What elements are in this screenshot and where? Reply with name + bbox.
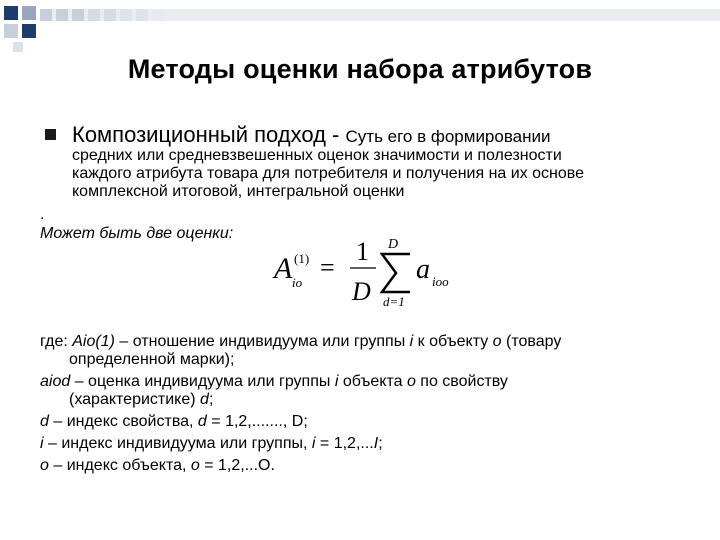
slide-title: Методы оценки набора атрибутов xyxy=(127,54,593,84)
deco-square xyxy=(4,6,18,20)
bullet-heading xyxy=(72,122,551,148)
variable-definitions xyxy=(40,333,561,475)
dot-line: . xyxy=(40,206,45,223)
formula-term-symbol: a xyxy=(416,254,430,285)
definition-line: o – индекс объекта, o = 1,2,...О. xyxy=(40,457,275,474)
bullet-lead: Суть его в формировании xyxy=(345,127,551,146)
formula-lhs-sup: (1) xyxy=(294,251,310,266)
definition-line: где: Aio(1) – отношение индивидуума или группы i к объекту o (товару xyxy=(40,333,562,350)
definition-line: i – индекс индивидуума или группы, i = 1,2,...I; xyxy=(40,435,383,452)
bullet-line: каждого атрибута товара для потребителя и получения на их основе xyxy=(72,165,584,182)
formula-lhs-symbol: A xyxy=(274,252,293,285)
bullet-line: средних или средневзвешенных оценок значимости и полезности xyxy=(72,147,562,164)
definition-line: aiod – оценка индивидуума или группы i объекта o по свойству xyxy=(40,373,508,390)
definition-line: d – индекс свойства, d = 1,2,......., D; xyxy=(40,413,308,430)
definition-line: (характеристике) d; xyxy=(69,391,214,408)
bullet-heading-text: Композиционный подход - xyxy=(72,122,346,147)
formula-denominator: D xyxy=(352,277,371,306)
sigma-icon xyxy=(382,254,410,292)
formula-equals: = xyxy=(320,253,335,282)
bullet-line: комплексной итоговой, интегральной оценки xyxy=(72,183,405,200)
deco-square xyxy=(4,24,18,38)
deco-strip xyxy=(40,9,720,21)
deco-square xyxy=(13,42,23,52)
bullet-body xyxy=(72,147,584,201)
formula-numerator: 1 xyxy=(356,237,369,266)
deco-square xyxy=(22,6,36,20)
sum-lower-limit: d=1 xyxy=(383,294,405,309)
formula xyxy=(270,230,480,310)
formula-lhs-sub: io xyxy=(292,275,303,290)
definition-line: определенной марки); xyxy=(69,351,235,368)
sum-upper-limit: D xyxy=(388,237,399,252)
deco-square xyxy=(22,24,36,38)
header-decoration xyxy=(0,0,720,60)
two-scores-label: Может быть две оценки: xyxy=(40,225,234,242)
bullet-square-icon xyxy=(45,129,56,140)
formula-term-sub: ioo xyxy=(432,274,449,289)
